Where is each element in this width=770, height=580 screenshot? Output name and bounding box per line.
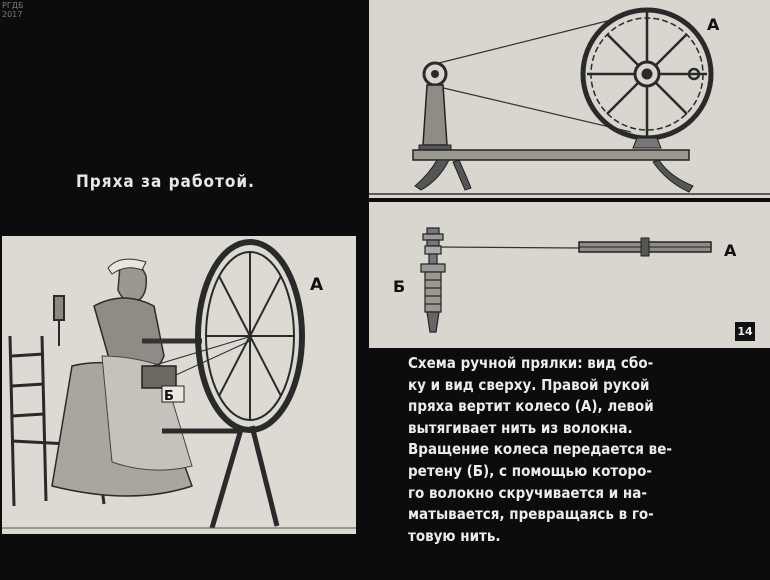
photo-spindle-label: Б: [164, 389, 174, 404]
spinner-drawing: [2, 236, 356, 534]
caption-line: го волокно скручивается и на-: [408, 483, 647, 502]
watermark-line-1: РГДБ: [2, 1, 24, 10]
photo-wheel-label: А: [310, 275, 324, 295]
top-view-drawing: [369, 202, 770, 348]
caption-line: ретену (Б), с помощью которо-: [408, 461, 652, 480]
top-view-diagram: [369, 202, 770, 348]
side-view-wheel-label: А: [707, 15, 720, 34]
watermark-line-2: 2017: [2, 10, 23, 19]
side-view-diagram: [369, 0, 770, 198]
caption-line: Вращение колеса передается ве-: [408, 440, 672, 459]
top-view-wheel-label: А: [724, 241, 737, 260]
slide-title: Пряха за работой.: [76, 172, 255, 192]
top-view-spindle-label: Б: [393, 277, 406, 296]
slide-number: 14: [735, 322, 755, 341]
caption-line: Схема ручной прялки: вид сбо-: [408, 354, 654, 372]
watermark: [2, 1, 23, 19]
caption-line: пряха вертит колесо (А), левой: [408, 397, 654, 416]
caption-line: ку и вид сверху. Правой рукой: [408, 375, 650, 394]
side-view-drawing: [369, 0, 770, 198]
caption-line: вытягивает нить из волокна.: [408, 418, 633, 437]
spinner-illustration: [2, 236, 356, 534]
caption-line: матывается, превращаясь в го-: [408, 505, 654, 524]
caption-line: товую нить.: [408, 526, 501, 545]
caption: [408, 353, 728, 547]
